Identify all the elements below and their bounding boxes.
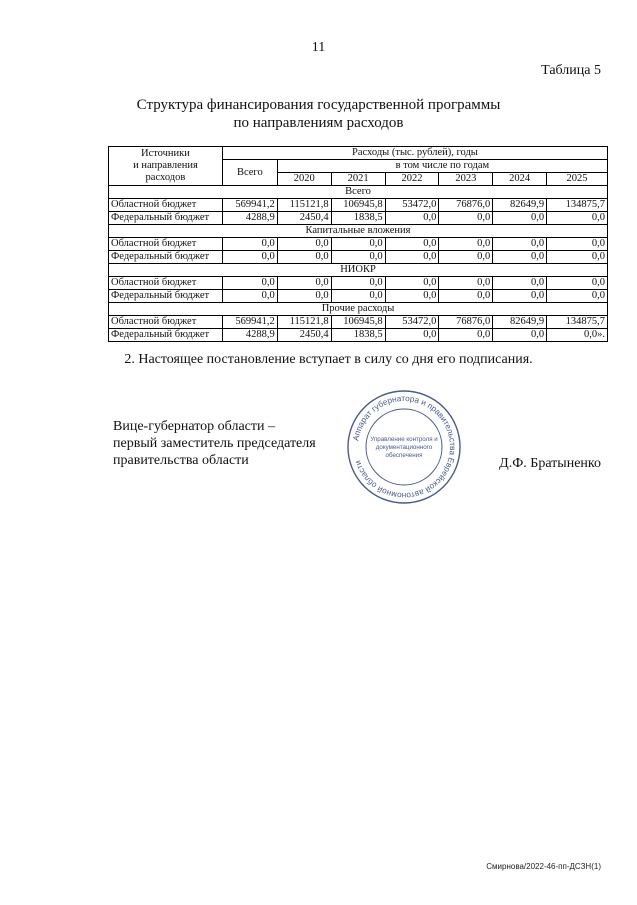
decree-text: 2. Настоящее постановление вступает в силу со дня его подписания. [124, 352, 533, 367]
row-value-cell: 0,0 [493, 277, 547, 290]
row-value-cell: 0,0 [493, 329, 547, 342]
row-value-cell: 0,0 [331, 251, 385, 264]
row-value-cell: 0,0 [277, 290, 331, 303]
row-value-cell: 82649,9 [493, 316, 547, 329]
section-title: Прочие расходы [109, 303, 608, 316]
row-value-cell: 106945,8 [331, 199, 385, 212]
stamp-ring-text: Аппарат губернатора и правительства Еврейской автономной области [351, 393, 458, 501]
row-value-cell: 0,0 [439, 329, 493, 342]
row-value-cell: 0,0 [439, 251, 493, 264]
header-year: 2024 [493, 173, 547, 186]
header-expenses: Расходы (тыс. рублей), годы [222, 147, 607, 160]
row-value-cell: 0,0». [547, 329, 608, 342]
row-value-cell: 0,0 [493, 238, 547, 251]
row-value-cell: 0,0 [547, 251, 608, 264]
row-value-cell: 0,0 [222, 251, 277, 264]
row-value-cell: 0,0 [547, 290, 608, 303]
header-year: 2025 [547, 173, 608, 186]
row-source-name: Областной бюджет [109, 199, 223, 212]
financing-table [108, 146, 608, 342]
row-source-name: Федеральный бюджет [109, 329, 223, 342]
header-sources: Источники и направления расходов [109, 147, 223, 186]
row-value-cell: 569941,2 [222, 199, 277, 212]
row-source-name: Областной бюджет [109, 316, 223, 329]
table-label: Таблица 5 [541, 63, 601, 78]
page-number: 11 [311, 40, 326, 55]
row-value-cell: 53472,0 [385, 199, 439, 212]
signatory-name: Д.Ф. Братыненко [499, 456, 601, 471]
row-value-cell: 76876,0 [439, 199, 493, 212]
header-year: 2021 [331, 173, 385, 186]
row-value-cell: 0,0 [439, 238, 493, 251]
row-value-cell: 0,0 [439, 212, 493, 225]
header-year: 2022 [385, 173, 439, 186]
row-value-cell: 2450,4 [277, 329, 331, 342]
row-value-cell: 0,0 [493, 251, 547, 264]
row-value-cell: 134875,7 [547, 199, 608, 212]
table-row [109, 212, 608, 225]
row-value-cell: 0,0 [385, 212, 439, 225]
row-value-cell: 0,0 [277, 251, 331, 264]
row-value-cell: 0,0 [277, 238, 331, 251]
signatory-position-line-1: Вице-губернатор области – [113, 419, 275, 434]
row-value-cell: 0,0 [439, 290, 493, 303]
row-value-cell: 0,0 [385, 329, 439, 342]
row-value-cell: 2450,4 [277, 212, 331, 225]
header-year: 2023 [439, 173, 493, 186]
official-stamp [345, 388, 463, 506]
row-value-cell: 0,0 [331, 290, 385, 303]
stamp-center-line-2: документационного [375, 444, 433, 451]
row-value-cell: 0,0 [222, 290, 277, 303]
row-value-cell: 134875,7 [547, 316, 608, 329]
row-source-name: Федеральный бюджет [109, 290, 223, 303]
row-value-cell: 0,0 [439, 277, 493, 290]
row-value-cell: 0,0 [385, 251, 439, 264]
table-row [109, 199, 608, 212]
row-value-cell: 0,0 [331, 277, 385, 290]
table-row [109, 290, 608, 303]
row-value-cell: 1838,5 [331, 329, 385, 342]
stamp-center-line-1: Управление контроля и [370, 436, 438, 443]
row-source-name: Областной бюджет [109, 277, 223, 290]
signatory-position-line-2: первый заместитель председателя [113, 436, 316, 451]
header-year: 2020 [277, 173, 331, 186]
header-by-years: в том числе по годам [277, 160, 607, 173]
section-title: Капитальные вложения [109, 225, 608, 238]
table-row [109, 251, 608, 264]
row-value-cell: 76876,0 [439, 316, 493, 329]
row-value-cell: 115121,8 [277, 316, 331, 329]
row-value-cell: 0,0 [385, 238, 439, 251]
row-value-cell: 115121,8 [277, 199, 331, 212]
signatory-position [113, 418, 316, 469]
row-value-cell: 0,0 [385, 277, 439, 290]
row-value-cell: 0,0 [331, 238, 385, 251]
row-value-cell: 0,0 [547, 212, 608, 225]
row-value-cell: 1838,5 [331, 212, 385, 225]
row-source-name: Федеральный бюджет [109, 251, 223, 264]
header-total: Всего [222, 160, 277, 186]
table-row [109, 316, 608, 329]
row-value-cell: 4288,9 [222, 329, 277, 342]
row-value-cell: 106945,8 [331, 316, 385, 329]
row-source-name: Областной бюджет [109, 238, 223, 251]
table-row [109, 329, 608, 342]
row-value-cell: 0,0 [493, 212, 547, 225]
document-title-line-1: Структура финансирования государственной программы [136, 97, 501, 113]
row-value-cell: 82649,9 [493, 199, 547, 212]
row-value-cell: 0,0 [493, 290, 547, 303]
table-row [109, 238, 608, 251]
row-value-cell: 0,0 [547, 238, 608, 251]
signatory-position-line-3: правительства области [113, 453, 249, 468]
document-title-line-2: по направлениям расходов [233, 115, 404, 131]
row-value-cell: 0,0 [385, 290, 439, 303]
row-value-cell: 0,0 [222, 277, 277, 290]
row-value-cell: 0,0 [277, 277, 331, 290]
section-title: Всего [109, 186, 608, 199]
row-value-cell: 4288,9 [222, 212, 277, 225]
section-title: НИОКР [109, 264, 608, 277]
row-value-cell: 53472,0 [385, 316, 439, 329]
row-value-cell: 569941,2 [222, 316, 277, 329]
row-value-cell: 0,0 [222, 238, 277, 251]
document-id: Смирнова/2022-46-пп-ДСЗН(1) [486, 862, 601, 871]
table-row [109, 277, 608, 290]
stamp-center-line-3: обеспечения [385, 452, 423, 459]
financing-table-body [109, 186, 608, 342]
document-title [0, 96, 637, 132]
row-value-cell: 0,0 [547, 277, 608, 290]
row-source-name: Федеральный бюджет [109, 212, 223, 225]
